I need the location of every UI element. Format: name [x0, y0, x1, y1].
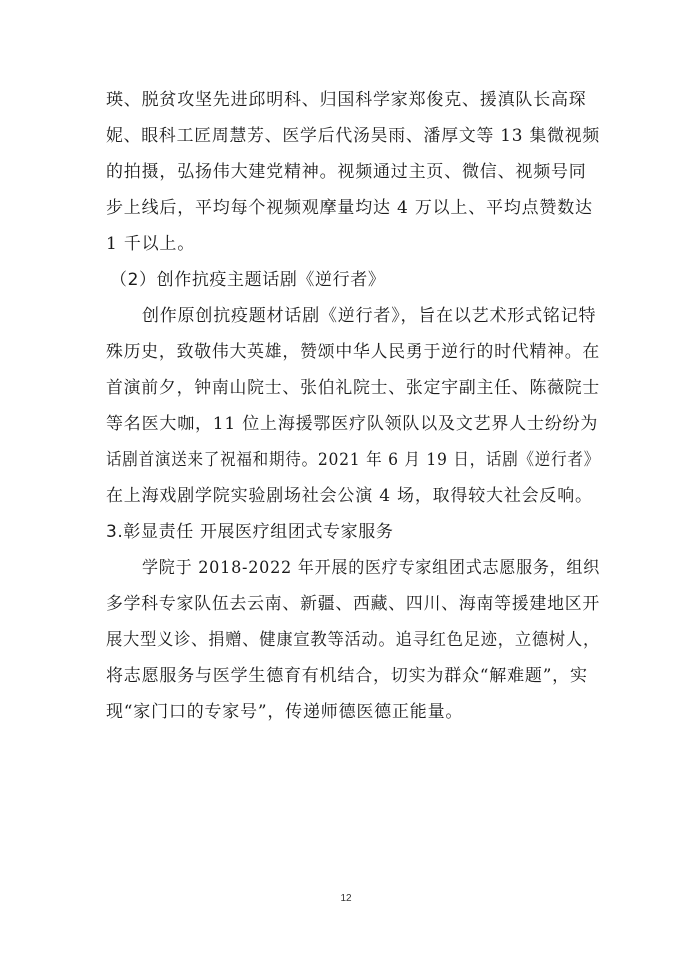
- paragraph-line: 殊历史，致敬伟大英雄，赞颂中华人民勇于逆行的时代精神。在: [106, 342, 601, 362]
- paragraph-line: 现“家门口的专家号”，传递师德医德正能量。: [106, 702, 464, 722]
- page-number: 12: [340, 893, 352, 904]
- paragraph-line: 首演前夕，钟南山院士、张伯礼院士、张定宇副主任、陈薇院士: [106, 378, 601, 398]
- paragraph-line: 瑛、脱贫攻坚先进邱明科、归国科学家郑俊克、援滇队长高琛: [106, 90, 587, 110]
- paragraph-line: 妮、眼科工匠周慧芳、医学后代汤昊雨、潘厚文等 13 集微视频: [106, 126, 601, 146]
- paragraph-line: 话剧首演送来了祝福和期待。2021 年 6 月 19 日，话剧《逆行者》: [106, 450, 600, 470]
- paragraph-line: 展大型义诊、捐赠、健康宣教等活动。追寻红色足迹，立德树人，: [106, 630, 601, 650]
- paragraph-line: 学院于 2018-2022 年开展的医疗专家组团式志愿服务，组织: [142, 558, 601, 578]
- paragraph-line: 多学科专家队伍去云南、新疆、西藏、四川、海南等援建地区开: [106, 594, 601, 614]
- paragraph-line: 创作原创抗疫题材话剧《逆行者》，旨在以艺术形式铭记特: [142, 306, 597, 326]
- paragraph-line: 在上海戏剧学院实验剧场社会公演 4 场，取得较大社会反响。: [106, 486, 593, 506]
- section-heading-3: 3.彰显责任 开展医疗组团式专家服务: [106, 522, 394, 542]
- paragraph-line: 将志愿服务与医学生德育有机结合，切实为群众“解难题”，实: [106, 666, 588, 686]
- section-heading-2: （2）创作抗疫主题话剧《逆行者》: [110, 270, 386, 290]
- paragraph-line: 等名医大咖，11 位上海援鄂医疗队领队以及文艺界人士纷纷为: [106, 414, 599, 434]
- paragraph-line: 1 千以上。: [106, 234, 196, 254]
- paragraph-line: 的拍摄，弘扬伟大建党精神。视频通过主页、微信、视频号同: [106, 162, 587, 182]
- paragraph-line: 步上线后，平均每个视频观摩量均达 4 万以上、平均点赞数达: [106, 198, 593, 218]
